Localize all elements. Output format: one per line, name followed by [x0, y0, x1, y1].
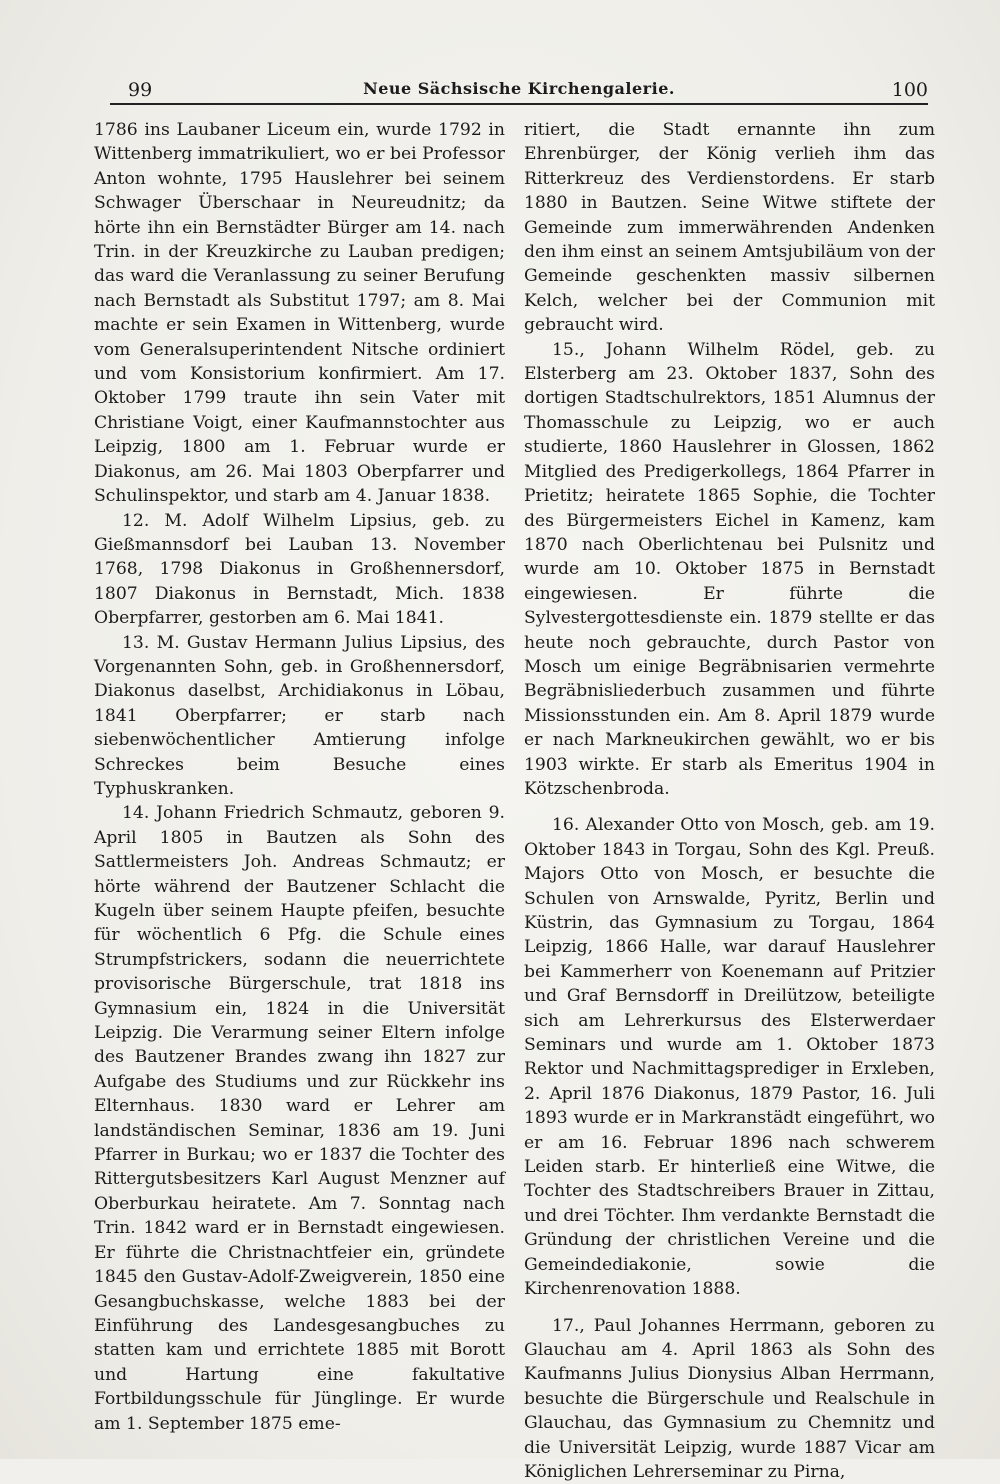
- left-column: [94, 118, 505, 1436]
- entry-14: 14. Johann Friedrich Schmautz, geboren 9. April 1805 in Bautzen als Sohn des Sattlermeisters Joh. Andreas Schmautz; er hörte während der Bautzener Schlacht die Kugeln über seinem Haupte pfeifen, besuchte für wöchentlich 6 Pfg. die Schule eines Strumpfstrickers, sodann die neuerrichtete provisorische Bürgerschule, trat 1818 ins Gymnasium ein, 1824 in die Universität Leipzig. Die Verarmung seiner Eltern infolge des Bautzener Brandes zwang ihn 1827 zur Aufgabe des Studiums und zur Rückkehr ins Elternhaus. 1830 ward er Lehrer am landständischen Seminar, 1836 am 19. Juni Pfarrer in Burkau; wo er 1837 die Tochter des Rittergutsbesitzers Karl August Menzner auf Oberburkau heiratete. Am 7. Sonntag nach Trin. 1842 ward er in Bernstadt eingewiesen. Er führte die Christnachtfeier ein, gründete 1845 den Gustav-Adolf-Zweigverein, 1850 eine Gesangbuchskasse, welche 1883 bei der Einführung des Landesgesangbuches zu statten kam und errichtete 1885 mit Borott und Hartung eine fakultative Fortbildungsschule für Jünglinge. Er wurde am 1. September 1875 eme-: [94, 801, 505, 1436]
- paragraph-continuation: ritiert, die Stadt ernannte ihn zum Ehrenbürger, der König verlieh ihm das Ritterkreuz des Verdienstordens. Er starb 1880 in Bautzen. Seine Witwe stiftete der Gemeinde zum immerwährenden Andenken den ihm einst an seinem Amtsjubiläum von der Gemeinde geschenkten massiv silbernen Kelch, welcher bei der Communion mit gebraucht wird.: [524, 118, 935, 338]
- entry-15: 15., Johann Wilhelm Rödel, geb. zu Elsterberg am 23. Oktober 1837, Sohn des dortigen Stadtschulrektors, 1851 Alumnus der Thomasschule zu Leipzig, wo er auch studierte, 1860 Hauslehrer in Glossen, 1862 Mitglied des Predigerkollegs, 1864 Pfarrer in Prietitz; heiratete 1865 Sophie, die Tochter des Bürgermeisters Eichel in Kamenz, kam 1870 nach Oberlichtenau bei Pulsnitz und wurde am 10. Oktober 1875 in Bernstadt eingewiesen. Er führte die Sylvestergottesdienste ein. 1879 stellte er das heute noch gebrauchte, durch Pastor von Mosch um einige Begräbnisarien vermehrte Begräbnisliederbuch zusammen und führte Missionsstunden ein. Am 8. April 1879 wurde er nach Markneukirchen gewählt, wo er bis 1903 wirkte. Er starb als Emeritus 1904 in Kötzschenbroda.: [524, 338, 935, 802]
- page-number-right: 100: [892, 78, 928, 102]
- entry-17: 17., Paul Johannes Herrmann, geboren zu Glauchau am 4. April 1863 als Sohn des Kaufmanns Julius Dionysius Alban Herrmann, besuchte die Bürgerschule und Realschule in Glauchau, das Gymnasium zu Chemnitz und die Universität Leipzig, wurde 1887 Vicar am Königlichen Lehrerseminar zu Pirna,: [524, 1314, 935, 1484]
- page-header: [110, 78, 928, 106]
- entry-12: 12. M. Adolf Wilhelm Lipsius, geb. zu Gießmannsdorf bei Lauban 13. November 1768, 1798 Diakonus in Großhennersdorf, 1807 Diakonus in Bernstadt, Mich. 1838 Oberpfarrer, gestorben am 6. Mai 1841.: [94, 509, 505, 631]
- right-column: [524, 118, 935, 1484]
- entry-13: 13. M. Gustav Hermann Julius Lipsius, des Vorgenannten Sohn, geb. in Großhennersdorf, Diakonus daselbst, Archidiakonus in Löbau, 1841 Oberpfarrer; er starb nach siebenwöchentlicher Amtierung infolge Schreckes beim Besuche eines Typhuskranken.: [94, 631, 505, 802]
- entry-16: 16. Alexander Otto von Mosch, geb. am 19. Oktober 1843 in Torgau, Sohn des Kgl. Preuß. Majors Otto von Mosch, er besuchte die Schulen von Arnswalde, Pyritz, Berlin und Küstrin, das Gymnasium zu Torgau, 1864 Leipzig, 1866 Halle, war darauf Hauslehrer bei Kammerherr von Koenemann auf Pritzier und Graf Bernsdorff in Dreilützow, beteiligte sich am Lehrerkursus des Elsterwerdaer Seminars und wurde am 1. Oktober 1873 Rektor und Nachmittagsprediger in Erxleben, 2. April 1876 Diakonus, 1879 Pastor, 16. Juli 1893 wurde er in Markranstädt eingeführt, wo er am 16. Februar 1896 nach schwerem Leiden starb. Er hinterließ eine Witwe, die Tochter des Stadtschreibers Brauer in Zittau, und drei Töchter. Ihm verdankte Bernstadt die Gründung der christlichen Vereine und die Gemeindediakonie, sowie die Kirchenrenovation 1888.: [524, 813, 935, 1301]
- page-number-left: 99: [128, 78, 152, 102]
- header-rule: [110, 103, 928, 105]
- running-title: Neue Sächsische Kirchengalerie.: [110, 79, 928, 98]
- paragraph-continuation: 1786 ins Laubaner Liceum ein, wurde 1792 in Wittenberg immatrikuliert, wo er bei Professor Anton wohnte, 1795 Hauslehrer bei seinem Schwager Überschaar in Neureudnitz; da hörte ihn ein Bernstädter Bürger am 14. nach Trin. in der Kreuzkirche zu Lauban predigen; das ward die Veranlassung zu seiner Berufung nach Bernstadt als Substitut 1797; am 8. Mai machte er sein Examen in Wittenberg, wurde vom Generalsuperintendent Nitsche ordiniert und vom Konsistorium konfirmiert. Am 17. Oktober 1799 traute ihn sein Vater mit Christiane Voigt, einer Kaufmannstochter aus Leipzig, 1800 am 1. Februar wurde er Diakonus, am 26. Mai 1803 Oberpfarrer und Schulinspektor, und starb am 4. Januar 1838.: [94, 118, 505, 509]
